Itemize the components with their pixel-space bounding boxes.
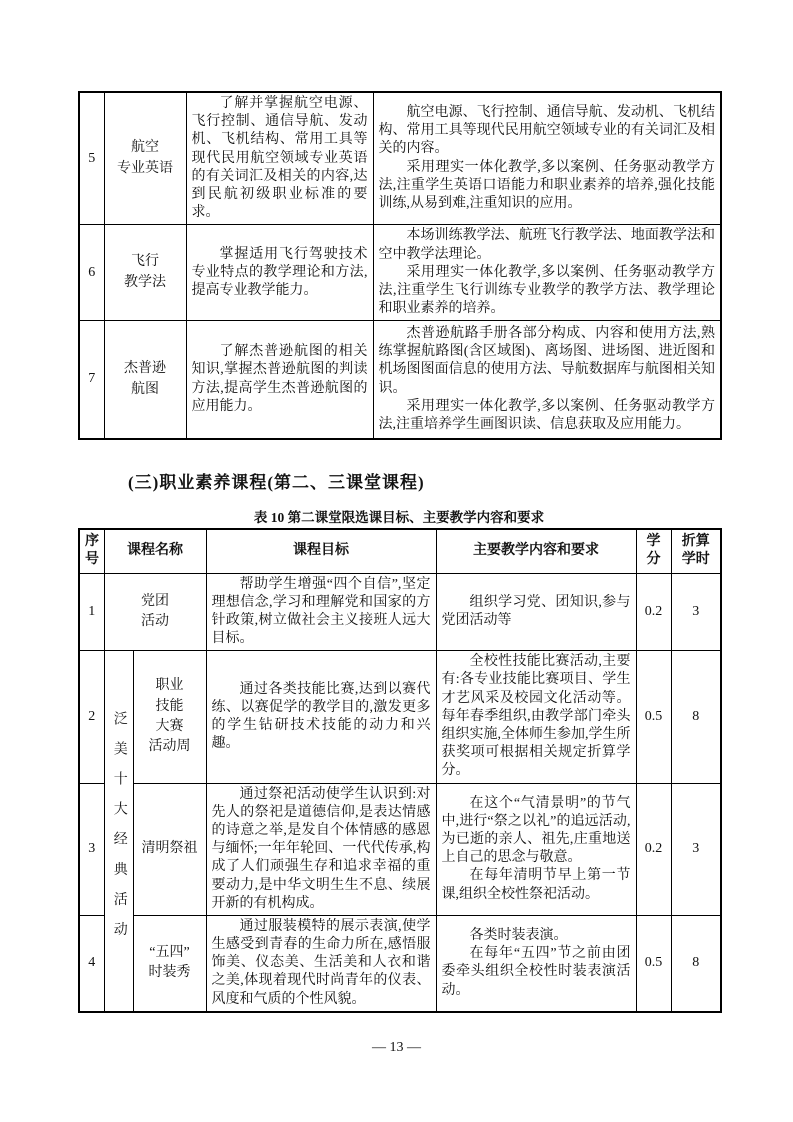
course-name-line: 航图 bbox=[131, 381, 159, 397]
course-name-cell bbox=[104, 573, 206, 651]
content-paragraph: 采用理实一体化教学,多以案例、任务驱动教学方法,注重培养学生画图识读、信息获取及应用能力。 bbox=[378, 398, 715, 432]
hours-cell: 8 bbox=[671, 651, 721, 783]
course-name-line: 航空 bbox=[131, 140, 159, 156]
objective-text: 了解并掌握航空电源、飞行控制、通信导航、发动机、飞机结构、常用工具等现代民用航空领域专业英语的有关词汇及相关的内容,达到民航初级职业标准的要求。 bbox=[191, 96, 368, 221]
table-row bbox=[79, 321, 721, 439]
content-paragraph: 采用理实一体化教学,多以案例、任务驱动教学方法,注重学生飞行训练专业教学的教学方法、教学理论和职业素养的培养。 bbox=[378, 264, 715, 317]
content-cell bbox=[373, 321, 721, 439]
content-cell bbox=[436, 915, 636, 1011]
course-name-line: 教学法 bbox=[124, 274, 166, 290]
course-name-cell bbox=[133, 651, 206, 783]
objective-text: 通过祭祀活动使学生认识到:对先人的祭祀是道德信仰,是表达情感的诗意之举,是发自个体情感的感恩与缅怀;一年年轮回、一代代传承,构成了人们顽强生存和追求幸福的重要动力,是中华文明生生不息、续展开新的有机构成。 bbox=[211, 786, 431, 911]
content-cell bbox=[436, 651, 636, 783]
course-name-line: 技能 bbox=[155, 698, 184, 714]
course-name-cell bbox=[133, 915, 206, 1011]
table-header-row bbox=[79, 529, 721, 573]
content-paragraph: 组织学习党、团知识,参与党团活动等 bbox=[441, 594, 631, 628]
credit-cell: 0.2 bbox=[636, 783, 671, 915]
objective-text: 掌握适用飞行驾驶技术专业特点的教学理论和方法,提高专业教学能力。 bbox=[191, 246, 368, 298]
header-seq: 序号 bbox=[79, 529, 104, 573]
seq-cell: 7 bbox=[79, 321, 104, 439]
content-cell bbox=[373, 225, 721, 321]
course-name-cell bbox=[133, 783, 206, 915]
content-paragraph: 在每年清明节早上第一节课,组织全校性祭祀活动。 bbox=[441, 868, 631, 902]
objective-cell bbox=[206, 651, 436, 783]
header-credit: 学分 bbox=[636, 529, 671, 573]
course-name-cell bbox=[104, 92, 186, 225]
table-row bbox=[79, 783, 721, 915]
objective-text: 帮助学生增强“四个自信”,坚定理想信念,学习和理解党和国家的方针政策,树立做社会主义接班人远大目标。 bbox=[211, 576, 431, 647]
seq-cell: 2 bbox=[79, 651, 104, 783]
objective-cell bbox=[206, 573, 436, 651]
section-heading: (三)职业素养课程(第二、三课堂课程) bbox=[128, 473, 425, 492]
course-name-line: 党团 bbox=[141, 593, 169, 609]
course-name-line: 时装秀 bbox=[148, 965, 191, 981]
credit-cell: 0.5 bbox=[636, 915, 671, 1011]
course-name-line: 活动周 bbox=[148, 739, 191, 755]
content-paragraph: 杰普逊航路手册各部分构成、内容和使用方法,熟练掌握航路图(含区域图)、离场图、进场图、进近图和机场图图面信息的使用方法、导航数据库与航图相关知识。 bbox=[378, 325, 715, 396]
content-paragraph: 各类时装表演。 bbox=[469, 927, 568, 943]
seq-cell: 5 bbox=[79, 92, 104, 225]
objective-cell bbox=[186, 92, 373, 225]
content-cell bbox=[436, 783, 636, 915]
table-row bbox=[79, 92, 721, 225]
content-paragraph: 在这个“气清景明”的节气中,进行“祭之以礼”的追远活动,为已逝的亲人、祖先,庄重地送上自己的思念与敬意。 bbox=[441, 795, 631, 866]
course-name-line: 大赛 bbox=[155, 718, 184, 734]
course-name-line: 职业 bbox=[155, 678, 184, 694]
content-paragraph: 航空电源、飞行控制、通信导航、发动机、飞机结构、常用工具等现代民用航空领域专业的有关词汇及相关的内容。 bbox=[378, 105, 715, 157]
course-group-cell bbox=[104, 651, 133, 1012]
content-cell bbox=[373, 92, 721, 225]
course-name-cell bbox=[104, 321, 186, 439]
content-cell bbox=[436, 573, 636, 651]
seq-cell: 1 bbox=[79, 573, 104, 651]
credit-cell: 0.5 bbox=[636, 651, 671, 783]
objective-cell bbox=[186, 321, 373, 439]
table-row bbox=[79, 915, 721, 1011]
objective-cell bbox=[206, 783, 436, 915]
header-content: 主要教学内容和要求 bbox=[436, 529, 636, 573]
course-group-label: 泛美十大经典活动 bbox=[111, 710, 127, 952]
page-number: — 13 — bbox=[372, 1040, 421, 1055]
header-hours: 折算学时 bbox=[671, 529, 721, 573]
content-paragraph: 本场训练教学法、航班飞行教学法、地面教学法和空中教学法理论。 bbox=[378, 228, 715, 262]
seq-cell: 6 bbox=[79, 225, 104, 321]
objective-cell bbox=[206, 915, 436, 1011]
objective-text: 了解杰普逊航图的相关知识,掌握杰普逊航图的判读方法,提高学生杰普逊航图的应用能力。 bbox=[191, 344, 368, 414]
hours-cell: 3 bbox=[671, 783, 721, 915]
course-name-line: 专业英语 bbox=[117, 160, 173, 176]
content-paragraph: 全校性技能比赛活动,主要有:各专业技能比赛项目、学生才艺风采及校园文化活动等。每年春季组织,由教学部门牵头组织实施,全体师生参加,学生所获奖项可根据相关规定折算学分。 bbox=[441, 654, 631, 779]
objective-text: 通过服装模特的展示表演,使学生感受到青春的生命力所在,感悟服饰美、仪态美、生活美和人衣和谐之美,体现着现代时尚青年的仪表、风度和气质的个性风貌。 bbox=[211, 918, 431, 1007]
table10-caption: 表 10 第二课堂限选课目标、主要教学内容和要求 bbox=[253, 510, 545, 525]
course-name-line: 飞行 bbox=[131, 254, 159, 270]
hours-cell: 8 bbox=[671, 915, 721, 1011]
table-row bbox=[79, 651, 721, 783]
header-objective: 课程目标 bbox=[206, 529, 436, 573]
course-name-line: 杰普逊 bbox=[124, 361, 166, 377]
course-name-line: “五四” bbox=[149, 945, 190, 961]
credit-cell: 0.2 bbox=[636, 573, 671, 651]
table-row bbox=[79, 573, 721, 651]
table10 bbox=[78, 528, 722, 1013]
course-name-cell bbox=[104, 225, 186, 321]
course-name-line: 清明祭祖 bbox=[141, 841, 198, 857]
content-paragraph: 在每年“五四”节之前由团委牵头组织全校性时装表演活动。 bbox=[441, 946, 631, 998]
course-table-continued bbox=[78, 91, 722, 440]
seq-cell: 3 bbox=[79, 783, 104, 915]
hours-cell: 3 bbox=[671, 573, 721, 651]
objective-text: 通过各类技能比赛,达到以赛代练、以赛促学的教学目的,激发更多的学生钻研技术技能的动力和兴趣。 bbox=[211, 681, 431, 752]
objective-cell bbox=[186, 225, 373, 321]
seq-cell: 4 bbox=[79, 915, 104, 1011]
course-name-line: 活动 bbox=[141, 613, 169, 629]
header-course-name: 课程名称 bbox=[104, 529, 206, 573]
content-paragraph: 采用理实一体化教学,多以案例、任务驱动教学方法,注重学生英语口语能力和职业素养的培养,强化技能训练,从易到难,注重知识的应用。 bbox=[378, 159, 715, 212]
table-row bbox=[79, 225, 721, 321]
